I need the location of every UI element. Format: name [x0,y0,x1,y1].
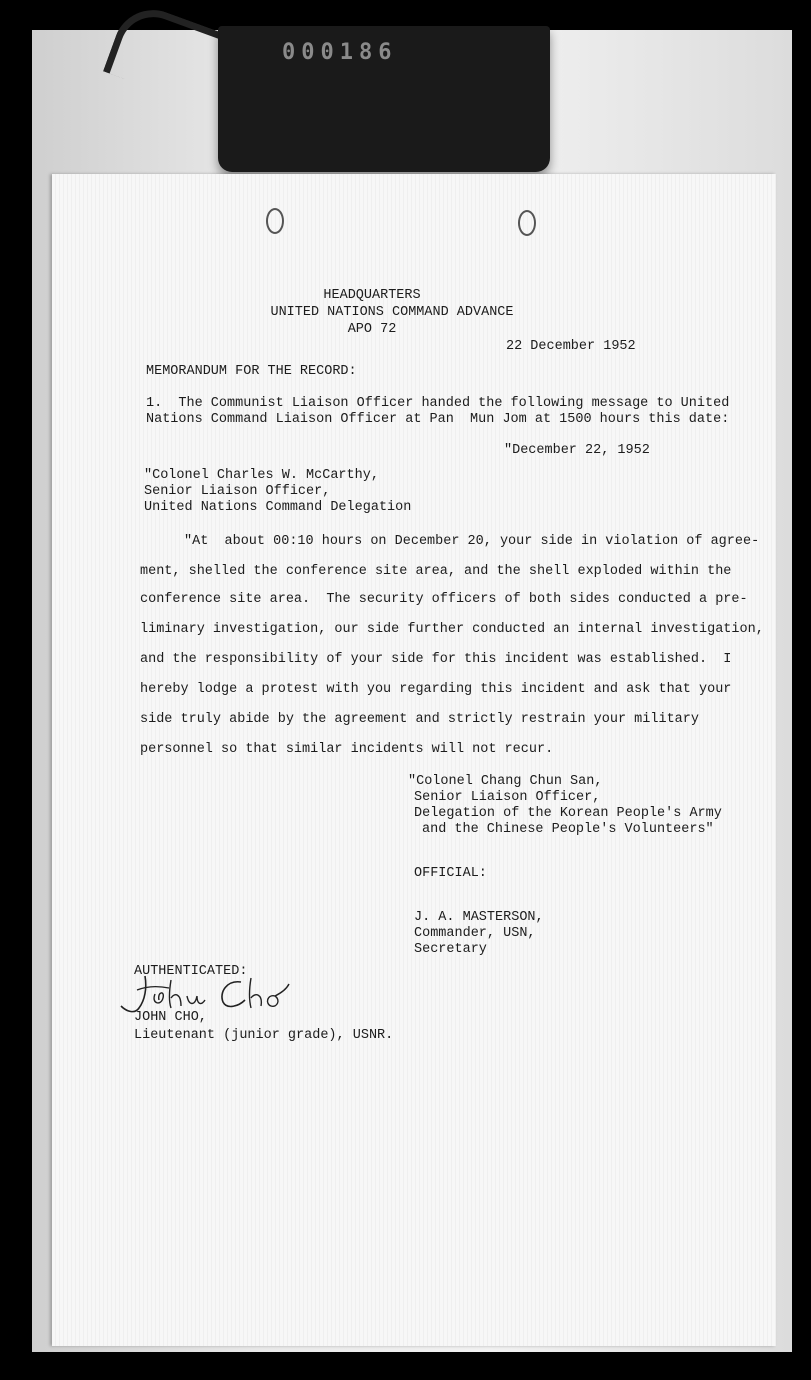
body-line: personnel so that similar incidents will not recur. [140,742,554,757]
body-line: ment, shelled the conference site area, and the shell exploded within the [140,564,732,579]
memo-date: 22 December 1952 [506,339,636,354]
para1-line2: Nations Command Liaison Officer at Pan Mun Jom at 1500 hours this date: [146,412,730,427]
authenticator-name: JOHN CHO, [134,1010,207,1025]
memo-title: MEMORANDUM FOR THE RECORD: [146,364,357,379]
body-line: and the responsibility of your side for this incident was established. I [140,652,732,667]
body-line: "At about 00:10 hours on December 20, your side in violation of agree- [184,534,760,549]
body-line: conference site area. The security officers of both sides conducted a pre- [140,592,748,607]
addressee-line1: "Colonel Charles W. McCarthy, [144,468,379,483]
punch-hole-right [518,210,536,236]
header-headquarters: HEADQUARTERS [323,288,421,303]
sender-line2: Senior Liaison Officer, [414,790,601,805]
message-date: "December 22, 1952 [504,443,650,458]
header-command: UNITED NATIONS COMMAND ADVANCE [270,305,514,320]
body-line: liminary investigation, our side further conducted an internal investigation, [140,622,764,637]
addressee-line2: Senior Liaison Officer, [144,484,331,499]
body-line: hereby lodge a protest with you regarding this incident and ask that your [140,682,732,697]
sender-line1: "Colonel Chang Chun San, [408,774,603,789]
header-apo: APO 72 [347,322,397,337]
punch-hole-left [266,208,284,234]
sender-line3: Delegation of the Korean People's Army [414,806,722,821]
official-label: OFFICIAL: [414,866,487,881]
authenticator-rank: Lieutenant (junior grade), USNR. [134,1028,394,1043]
body-line: side truly abide by the agreement and strictly restrain your military [140,712,699,727]
official-rank: Commander, USN, [414,926,536,941]
clip-stamp: 000186 [282,40,398,65]
authenticated-label: AUTHENTICATED: [134,964,248,979]
official-title: Secretary [414,942,487,957]
document-page [52,174,776,1346]
handwritten-signature [115,970,295,1018]
addressee-line3: United Nations Command Delegation [144,500,412,515]
official-name: J. A. MASTERSON, [414,910,544,925]
binder-clip [218,26,550,172]
para1-line1: 1. The Communist Liaison Officer handed the following message to United [146,396,730,411]
sender-line4: and the Chinese People's Volunteers" [422,822,714,837]
